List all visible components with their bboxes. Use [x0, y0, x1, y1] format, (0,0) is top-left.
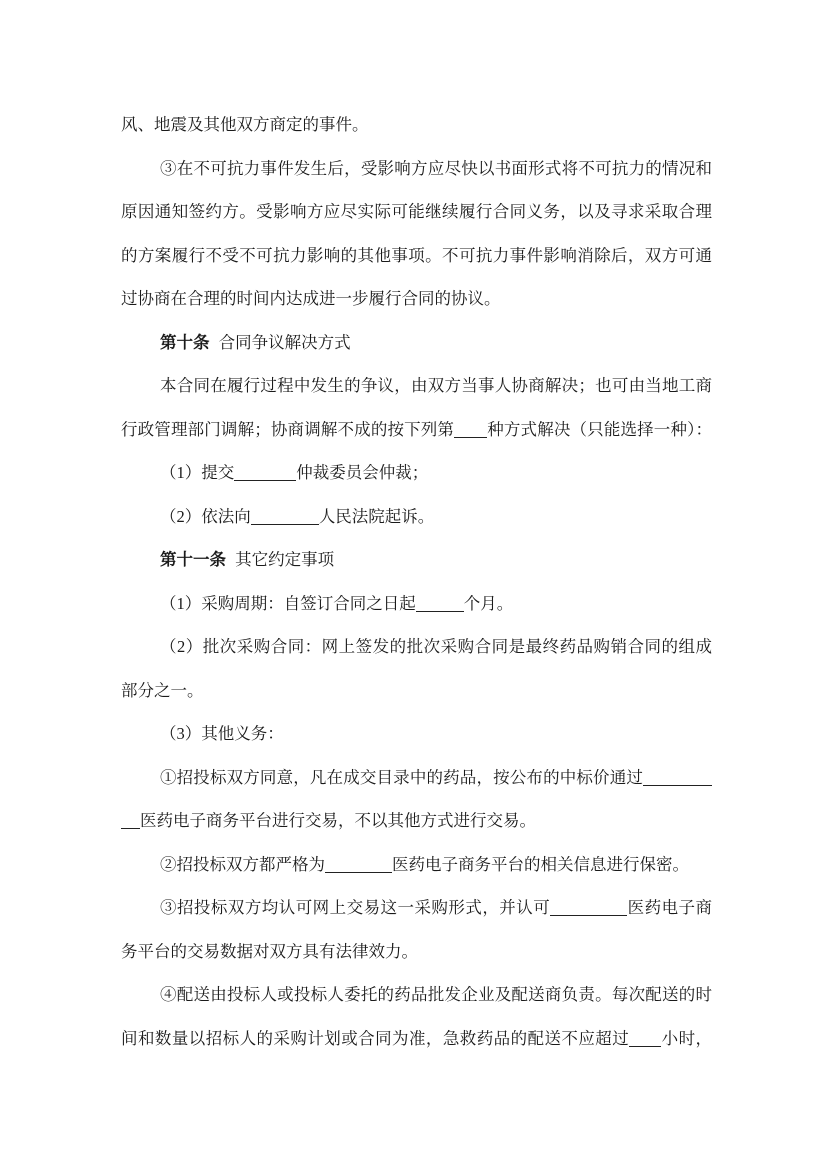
text-segment: （2）依法向	[160, 506, 251, 526]
article-11-heading	[121, 538, 712, 582]
text-segment: 仲裁委员会仲裁；	[296, 463, 429, 483]
text-segment: ②招投标双方都严格为	[160, 854, 325, 874]
text-segment: 小时，	[661, 1028, 712, 1048]
list-item: （2）批次采购合同：网上签发的批次采购合同是最终药品购销合同的组成	[160, 637, 712, 657]
list-item	[121, 451, 712, 495]
paragraph-line: ③在不可抗力事件发生后，受影响方应尽快以书面形式将不可抗力的情况和	[160, 158, 712, 178]
article-number: 第十条	[160, 332, 210, 352]
paragraph-line: 风、地震及其他双方商定的事件。	[121, 115, 369, 134]
text-segment: 间和数量以招标人的采购计划或合同为准，急救药品的配送不应超过	[121, 1028, 630, 1048]
article-number: 第十一条	[160, 550, 226, 570]
paragraph-line: 务平台的交易数据对双方具有法律效力。	[121, 941, 418, 961]
text-segment: ③招投标双方均认可网上交易这一采购形式，并认可	[160, 898, 551, 918]
paragraph-line	[121, 886, 712, 930]
text-segment: 医药电子商务平台的相关信息进行保密。	[392, 854, 689, 874]
fill-in-blank	[416, 596, 464, 612]
text-segment: 人民法院起诉。	[318, 506, 435, 526]
list-item	[121, 495, 712, 539]
article-title: 其它约定事项	[235, 550, 335, 570]
paragraph-line	[121, 799, 712, 843]
fill-in-blank	[454, 422, 487, 438]
text-segment: 种方式解决（只能选择一种）：	[487, 419, 712, 439]
fill-in-blank	[629, 1031, 661, 1047]
fill-in-blank	[234, 465, 296, 481]
list-item	[121, 582, 712, 626]
paragraph-line: 过协商在合理的时间内达成进一步履行合同的协议。	[121, 289, 501, 309]
text-segment: 行政管理部门调解；协商调解不成的按下列第	[121, 419, 455, 439]
paragraph-line: 部分之一。	[121, 680, 204, 700]
text-segment: （1）提交	[160, 463, 235, 483]
text-segment: ①招投标双方同意，凡在成交目录中的药品，按公布的中标价通过	[160, 767, 643, 787]
text-segment: 个月。	[463, 593, 514, 613]
text-segment: 医药电子商	[627, 898, 712, 918]
paragraph-line: ④配送由投标人或投标人委托的药品批发企业及配送商负责。每次配送的时	[160, 985, 712, 1005]
fill-in-blank	[325, 857, 392, 873]
paragraph-line	[121, 843, 712, 887]
paragraph-line	[121, 1017, 712, 1061]
list-item: （3）其他义务：	[160, 724, 284, 744]
paragraph-line: 的方案履行不受不可抗力影响的其他事项。不可抗力事件影响消除后，双方可通	[121, 245, 712, 265]
text-segment: 医药电子商务平台进行交易，不以其他方式进行交易。	[140, 811, 536, 831]
document-body	[121, 103, 712, 1060]
text-segment: （1）采购周期：自签订合同之日起	[160, 593, 416, 613]
fill-in-blank	[251, 509, 319, 525]
fill-in-blank	[550, 900, 627, 916]
article-title: 合同争议解决方式	[218, 332, 351, 352]
fill-in-blank	[643, 770, 712, 786]
paragraph-line	[121, 756, 712, 800]
paragraph-line	[121, 408, 712, 452]
fill-in-blank	[121, 813, 140, 829]
paragraph-line: 原因通知签约方。受影响方应尽实际可能继续履行合同义务，以及寻求采取合理	[121, 202, 712, 222]
article-10-heading	[121, 321, 712, 365]
paragraph-line: 本合同在履行过程中发生的争议，由双方当事人协商解决；也可由当地工商	[160, 376, 712, 396]
